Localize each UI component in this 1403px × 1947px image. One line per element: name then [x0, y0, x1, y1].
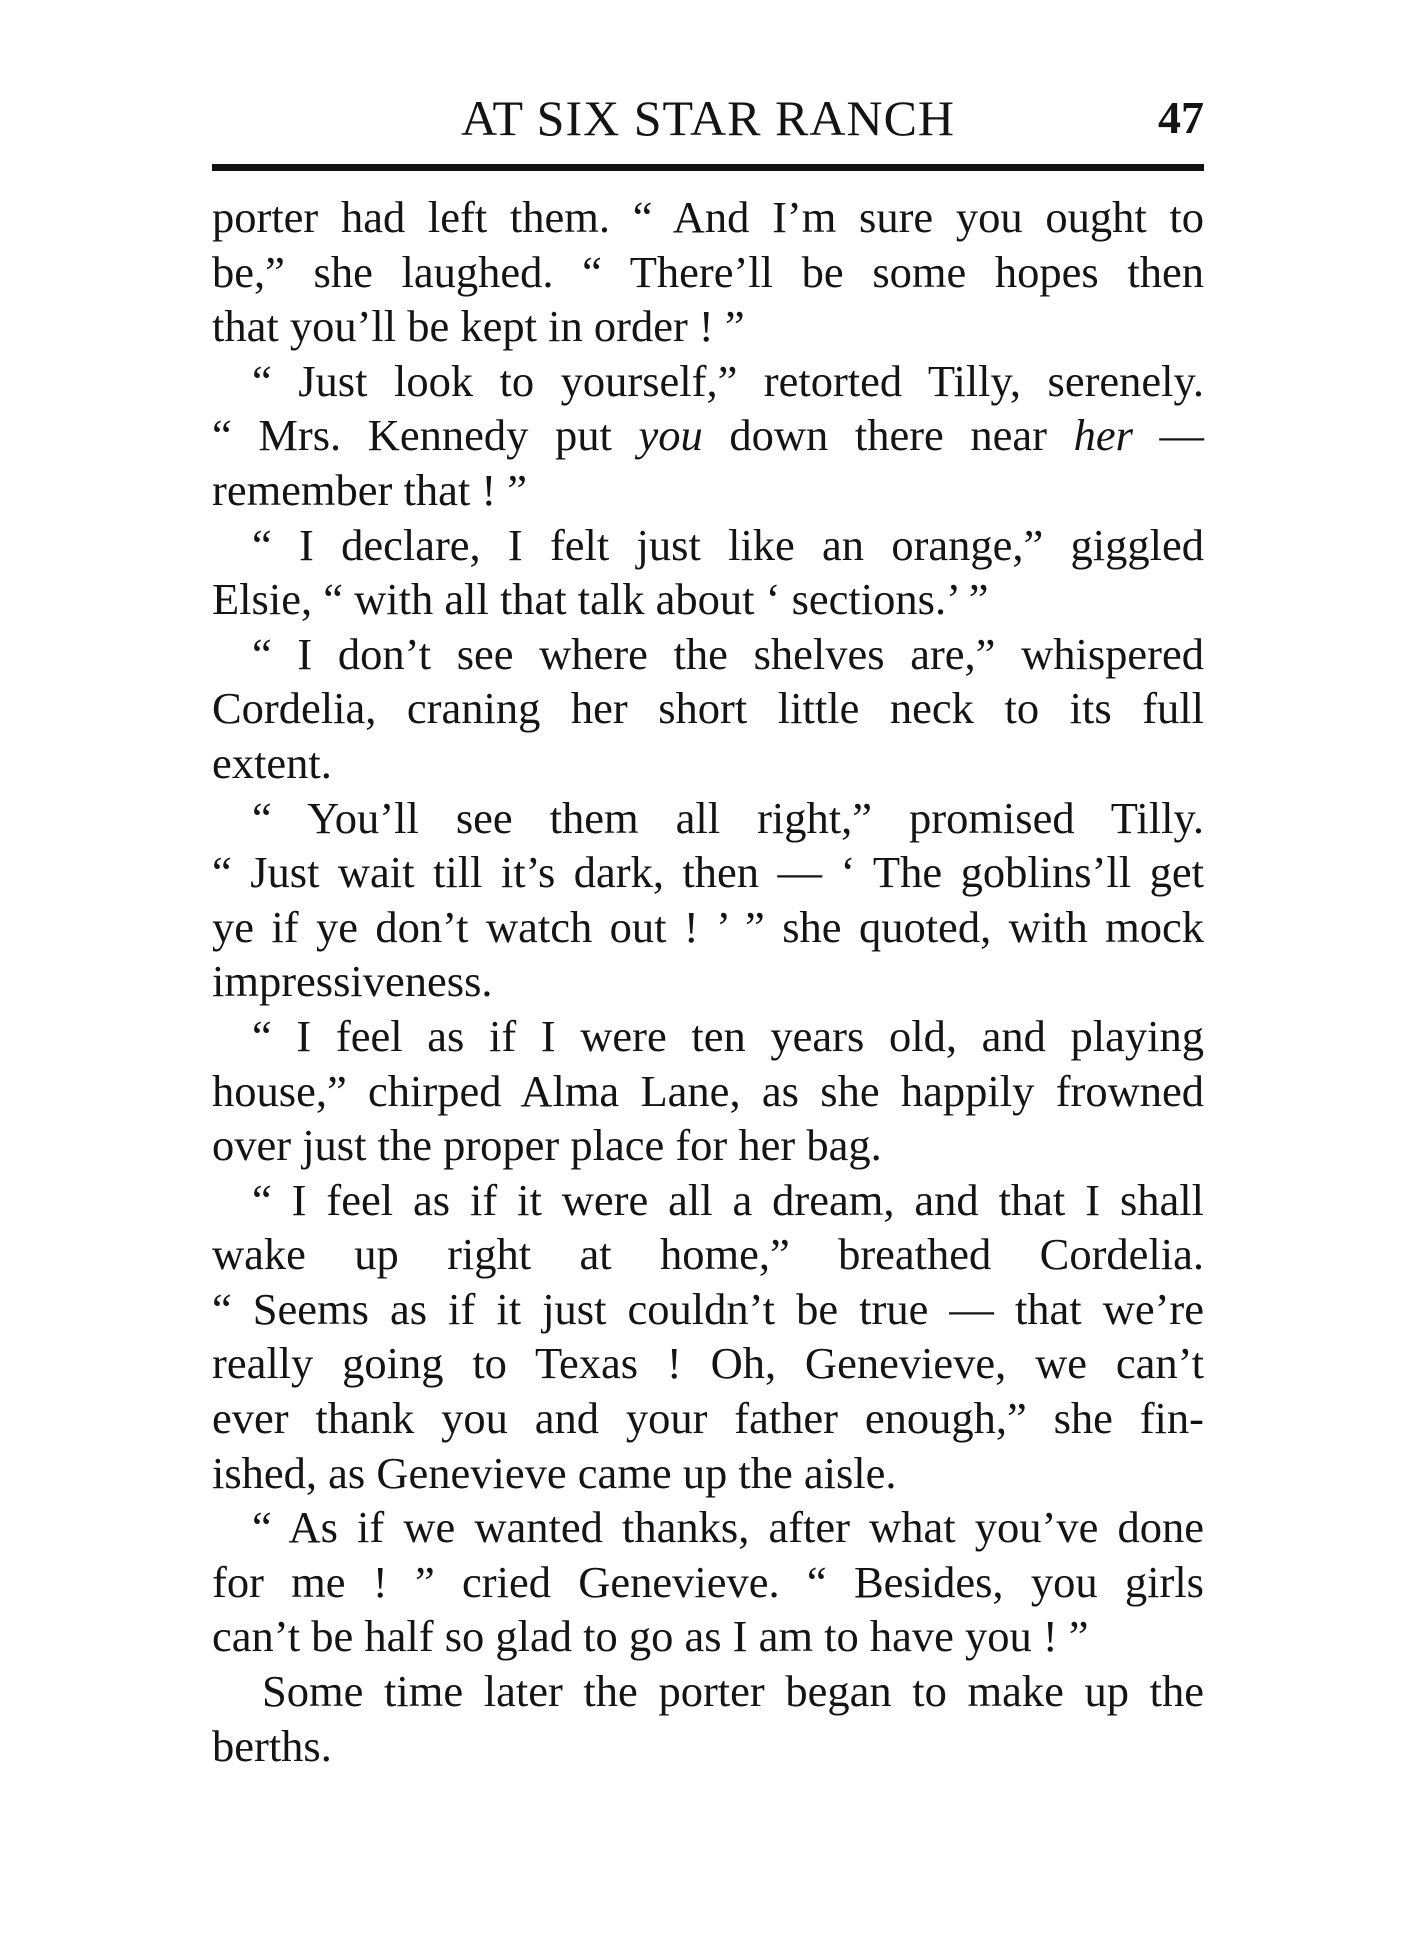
text-line: “ As if we wanted thanks, after what you’ve done	[252, 1502, 1204, 1553]
body-text	[212, 190, 1204, 1773]
text-line: really going to Texas ! Oh, Genevieve, we can’t	[212, 1338, 1204, 1389]
text-line: be,” she laughed. “ There’ll be some hopes then	[212, 246, 1204, 297]
text-line: “ I feel as if it were all a dream, and that I shall	[252, 1174, 1204, 1225]
text-line: that you’ll be kept in order ! ”	[212, 301, 745, 352]
text-line: over just the proper place for her bag.	[212, 1120, 882, 1171]
text-line: Cordelia, craning her short little neck to its full	[212, 683, 1204, 734]
text-line: “ Just wait till it’s dark, then — ‘ The goblins’ll get	[212, 847, 1204, 898]
text-line: “ Just look to yourself,” retorted Tilly, serenely.	[252, 355, 1204, 406]
header-rule	[212, 164, 1204, 171]
text-line: wake up right at home,” breathed Cordelia.	[212, 1229, 1204, 1280]
text-line: ished, as Genevieve came up the aisle.	[212, 1447, 897, 1498]
text-line: remember that ! ”	[212, 464, 528, 515]
page-number: 47	[1158, 92, 1204, 143]
running-head: AT SIX STAR RANCH	[460, 90, 956, 146]
text-line: “ Seems as if it just couldn’t be true — that we’re	[212, 1283, 1204, 1334]
text-line: “ Mrs. Kennedy put you down there near her —	[212, 410, 1204, 461]
page-header	[212, 88, 1204, 148]
text-line: porter had left them. “ And I’m sure you ought to	[212, 192, 1204, 242]
text-line: “ I don’t see where the shelves are,” whispered	[252, 628, 1204, 679]
text-line: extent.	[212, 737, 332, 788]
text-line: impressiveness.	[212, 956, 493, 1007]
text-line: “ I declare, I felt just like an orange,” giggled	[252, 519, 1204, 570]
text-line: “ I feel as if I were ten years old, and playing	[252, 1010, 1204, 1061]
text-line: ye if ye don’t watch out ! ’ ” she quoted, with mock	[212, 901, 1204, 952]
text-line: house,” chirped Alma Lane, as she happily frowned	[212, 1065, 1204, 1116]
text-line: Some time later the porter began to make up the	[262, 1666, 1204, 1717]
text-line: berths.	[212, 1720, 332, 1771]
text-line: “ You’ll see them all right,” promised Tilly.	[252, 792, 1204, 843]
text-line: can’t be half so glad to go as I am to have you ! ”	[212, 1611, 1089, 1662]
text-line: ever thank you and your father enough,” she fin-	[212, 1393, 1204, 1444]
text-line: Elsie, “ with all that talk about ‘ sections.’ ”	[212, 574, 989, 625]
text-line: for me ! ” cried Genevieve. “ Besides, you girls	[212, 1556, 1204, 1607]
